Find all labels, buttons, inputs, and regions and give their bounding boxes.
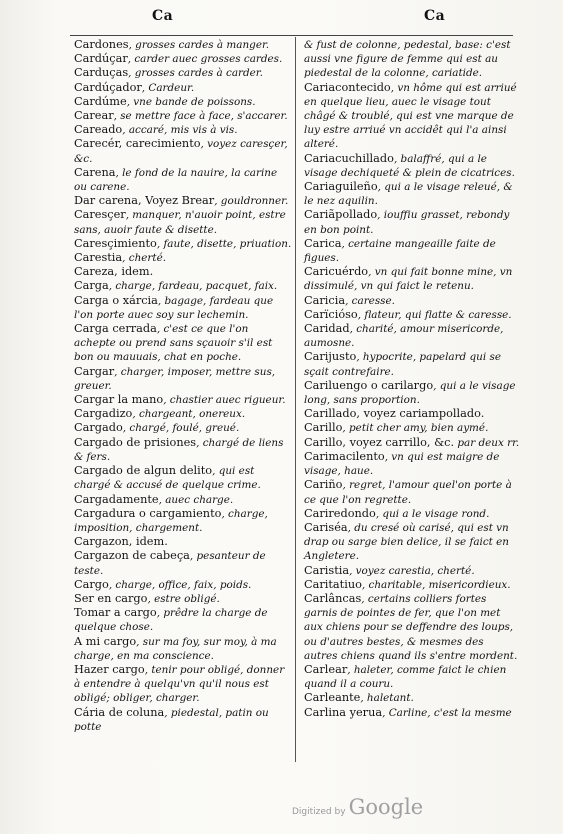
dictionary-entry	[74, 208, 292, 236]
dictionary-entry	[74, 706, 292, 734]
dictionary-entry	[74, 549, 292, 577]
headword: Cargadura o cargamiento	[74, 506, 222, 520]
headword: Cária de coluna	[74, 705, 165, 719]
dictionary-entry	[304, 436, 520, 450]
dictionary-entry	[304, 379, 520, 407]
dictionary-entry	[304, 152, 520, 180]
translation: , charitable, misericordieux.	[361, 578, 511, 591]
headword: Carica	[304, 236, 342, 250]
translation: , cherté.	[122, 252, 167, 265]
translation: , qui a le visage releué, & le nez aquilin.	[304, 181, 513, 208]
headword: Hazer cargo	[74, 662, 145, 676]
translation: , haletant.	[360, 692, 414, 705]
headword: Caricia	[304, 293, 346, 307]
translation: , auec charge.	[158, 493, 234, 506]
headword: Cardúçador	[74, 80, 142, 94]
translation: , charité, amour misericorde, aumosne.	[304, 323, 504, 350]
headword: Cariãpollado	[304, 208, 378, 222]
translation: , chargeant, onereux.	[132, 408, 246, 421]
translation: , flateur, qui flatte & caresse.	[357, 308, 512, 321]
translation: , grosses cardes à carder.	[128, 67, 263, 80]
dictionary-entry	[74, 322, 292, 365]
translation: , faute, disette, priuation.	[156, 237, 292, 250]
headword: Careza, idem.	[74, 265, 154, 279]
headword: Cargado de algun delito	[74, 464, 213, 478]
translation: , certains colliers fortes garnis de pointes de fer, que l'on met aux chiens pour se deffendre des loups, ou d'autres bestes, & mesmes des autres chiens quand ils s'entre mordent.	[304, 592, 518, 662]
translation: , iouffiu grasset, rebondy en bon point.	[304, 209, 510, 236]
translation: , manquer, n'auoir point, estre sans, auoir faute & disette.	[74, 209, 286, 236]
google-digitized-watermark	[292, 795, 423, 819]
headword: Cargazon, idem.	[74, 535, 168, 549]
translation: , estre obligé.	[147, 592, 220, 605]
headword: Cargadizo	[74, 407, 133, 421]
translation: , gouldronner.	[214, 195, 289, 208]
dictionary-entry	[74, 393, 292, 407]
translation: , chargé, foulé, greué.	[122, 422, 240, 435]
headword: Cariséa	[304, 520, 348, 534]
translation: , certaine mangeaille faite de figues.	[304, 237, 496, 265]
headword: Carestia	[74, 251, 123, 265]
headword: Dar carena, Voyez Brear	[74, 194, 215, 208]
left-column	[74, 38, 292, 734]
translation: , se mettre face à face, s'accarer.	[113, 110, 288, 123]
headword: Caristia	[304, 563, 350, 577]
headword: Carlâncas	[304, 591, 362, 605]
dictionary-entry	[304, 294, 520, 308]
translation: , charge, imposition, chargement.	[74, 507, 268, 534]
dictionary-entry	[304, 38, 520, 81]
dictionary-entry	[74, 38, 292, 52]
translation: , le fond de la nauire, la carine ou carene.	[74, 166, 278, 194]
translation: , bagage, fardeau que l'on porte auec soy sur lechemin.	[74, 294, 274, 321]
headword: Caritatiuo	[304, 577, 362, 591]
headword: Carlina yerua	[304, 705, 383, 719]
headword: Cardúme	[74, 94, 127, 108]
dictionary-entry	[74, 265, 292, 279]
right-column	[304, 38, 520, 720]
dictionary-entry	[74, 123, 292, 137]
dictionary-entry	[304, 308, 520, 322]
headword: Caresçer	[74, 208, 126, 222]
headword: Caresçimiento	[74, 236, 157, 250]
translation: , grosses cardes à manger.	[128, 39, 270, 51]
dictionary-entry	[74, 507, 292, 535]
dictionary-entry	[304, 322, 520, 350]
dictionary-entry	[74, 493, 292, 507]
translation: , piedestal, patin ou potte	[74, 706, 269, 733]
translation: , pesanteur de teste.	[74, 550, 266, 577]
translation: , regret, l'amour quel'on porte à ce que l'on regrette.	[304, 479, 512, 506]
dictionary-entry	[304, 507, 520, 521]
dictionary-entry	[74, 635, 292, 663]
dictionary-entry	[74, 95, 292, 109]
headword: Cariredondo	[304, 506, 376, 520]
translation: , vn qui fait bonne mine, vn dissimulé, vn qui faict le retenu.	[304, 266, 513, 293]
dictionary-entry	[304, 81, 520, 152]
dictionary-entry	[304, 237, 520, 265]
dictionary-entry	[74, 592, 292, 606]
translation: , chastier auec rigueur.	[163, 394, 286, 407]
dictionary-entry	[304, 421, 520, 435]
translation: , vne bande de poissons.	[126, 95, 256, 108]
dictionary-entry	[304, 350, 520, 378]
translation: , qui a le visage rond.	[375, 507, 490, 520]
translation: & fust de colonne, pedestal, base: c'est aussi vne figure de femme qui est au piedestal de la colonne, cariatide.	[304, 39, 511, 80]
dictionary-entry	[304, 706, 520, 720]
dictionary-entry	[74, 194, 292, 208]
headword: Cargar la mano	[74, 393, 164, 407]
headword: Carillo	[304, 421, 343, 435]
translation: , Carline, c'est la mesme	[382, 706, 512, 719]
dictionary-entry	[304, 265, 520, 293]
translation: , vn hôme qui est arriué en quelque lieu, auec le visage tout châgé & troublé, qui est vne marque de luy estre arriué vn accidêt qui l'a ainsi alteré.	[304, 81, 517, 151]
dictionary-entry	[304, 450, 520, 478]
headword: Caricuérdo	[304, 265, 369, 279]
translation: , charger, imposer, mettre sus, greuer.	[74, 365, 276, 392]
headword: Caridad	[304, 322, 350, 336]
digitized-label: Digitized by	[292, 807, 346, 817]
headword: Cariacontecido	[304, 80, 391, 94]
dictionary-entry	[74, 66, 292, 80]
headword: Cargado	[74, 421, 123, 435]
translation: , voyez caresçer, &c.	[74, 138, 288, 165]
headword: Carga cerrada	[74, 322, 157, 336]
translation: , hypocrite, papelard qui se sçait contrefaire.	[304, 351, 501, 378]
headword: Cargo	[74, 577, 109, 591]
dictionary-entry	[74, 663, 292, 706]
dictionary-entry	[74, 421, 292, 435]
translation: , du cresé où carisé, qui est vn drap ou sarge bien delice, il se faict en Angletere.	[304, 521, 509, 563]
dictionary-entry	[304, 578, 520, 592]
translation: , voyez carestia, cherté.	[349, 564, 475, 577]
dictionary-entry	[304, 521, 520, 564]
headword: Cardúçar	[74, 52, 128, 66]
translation: , chargé de liens & fers.	[74, 436, 284, 463]
header-right: Ca	[424, 8, 446, 24]
translation: , charge, fardeau, pacquet, faix.	[108, 280, 278, 293]
translation: , tenir pour obligé, donner à entendre à quelqu'vn qu'il nous est obligé; obliger, charger.	[74, 663, 285, 705]
headword: Cargar	[74, 364, 115, 378]
google-logo: Google	[348, 795, 424, 819]
headword: Cariluengo o carilargo	[304, 378, 434, 392]
dictionary-entry	[304, 180, 520, 208]
dictionary-entry	[74, 109, 292, 123]
dictionary-entry	[304, 208, 520, 236]
headword: Cargado de prisiones	[74, 435, 197, 449]
dictionary-entry	[74, 606, 292, 634]
dictionary-entry	[304, 407, 520, 421]
header-rule	[70, 35, 513, 36]
dictionary-entry	[74, 251, 292, 265]
dictionary-entry	[304, 564, 520, 578]
headword: Cargadamente	[74, 492, 159, 506]
headword: Carlear	[304, 662, 348, 676]
dictionary-entry	[74, 535, 292, 549]
headword: Carga	[74, 279, 109, 293]
headword: Cariacuchillado	[304, 151, 394, 165]
headword: Tomar a cargo	[74, 606, 157, 620]
dictionary-entry	[304, 592, 520, 663]
dictionary-entry	[74, 237, 292, 251]
headword: Carimacilento	[304, 449, 385, 463]
headword: Cariño	[304, 478, 343, 492]
dictionary-entry	[74, 166, 292, 194]
translation: par deux rr.	[454, 436, 520, 449]
headword: Cardones	[74, 38, 129, 51]
translation: , carder auec grosses cardes.	[127, 53, 283, 66]
headword: Carijusto	[304, 350, 357, 364]
column-divider	[295, 37, 296, 762]
headword: Carduças	[74, 66, 129, 80]
headword: Ser en cargo	[74, 591, 148, 605]
dictionary-entry	[74, 294, 292, 322]
headword: Carena	[74, 165, 116, 179]
translation: , vn qui est maigre de visage, haue.	[304, 450, 500, 478]
headword: Carleante	[304, 691, 361, 705]
dictionary-entry	[74, 436, 292, 464]
dictionary-entry	[304, 663, 520, 691]
dictionary-entry	[74, 279, 292, 293]
dictionary-entry	[74, 407, 292, 421]
translation: , petit cher amy, bien aymé.	[342, 422, 489, 435]
dictionary-entry	[304, 691, 520, 705]
headword: A mi cargo	[74, 634, 137, 648]
translation: , Cardeur.	[141, 81, 195, 94]
dictionary-entry	[74, 137, 292, 165]
translation: , charge, office, faix, poids.	[108, 578, 252, 591]
translation: , prêdre la charge de quelque chose.	[74, 607, 268, 634]
translation: , balaffré, qui a le visage dechiqueté & plein de cicatrices.	[304, 152, 515, 179]
headword: Cariaguileño	[304, 180, 378, 194]
translation: , qui a le visage long, sans proportion.	[304, 379, 516, 407]
headword: Careado	[74, 123, 123, 137]
translation: , qui est chargé & accusé de quelque crime.	[74, 465, 261, 492]
translation: , haleter, comme faict le chien quand il a couru.	[304, 663, 507, 691]
translation: , sur ma foy, sur moy, à ma charge, en ma conscience.	[74, 635, 277, 662]
translation: , caresse.	[345, 294, 395, 307]
header-left: Ca	[152, 8, 174, 24]
headword: Carïcióso	[304, 307, 358, 321]
dictionary-entry	[74, 81, 292, 95]
headword: Carillo, voyez carrillo, &c.	[304, 435, 455, 449]
headword: Carecér, carecimiento	[74, 137, 201, 151]
headword: Carga o xárcia	[74, 293, 158, 307]
dictionary-entry	[74, 365, 292, 393]
translation: , accaré, mis vis à vis.	[122, 124, 238, 137]
headword: Carillado, voyez cariampollado.	[304, 407, 485, 421]
dictionary-entry	[304, 478, 520, 506]
dictionary-entry	[74, 464, 292, 492]
dictionary-entry	[74, 578, 292, 592]
translation: , c'est ce que l'on achepte ou prend sans sçauoir s'il est bon ou mauuais, chat en poche.	[74, 323, 273, 364]
dictionary-entry	[74, 52, 292, 66]
headword: Carear	[74, 109, 114, 123]
headword: Cargazon de cabeça	[74, 549, 190, 563]
